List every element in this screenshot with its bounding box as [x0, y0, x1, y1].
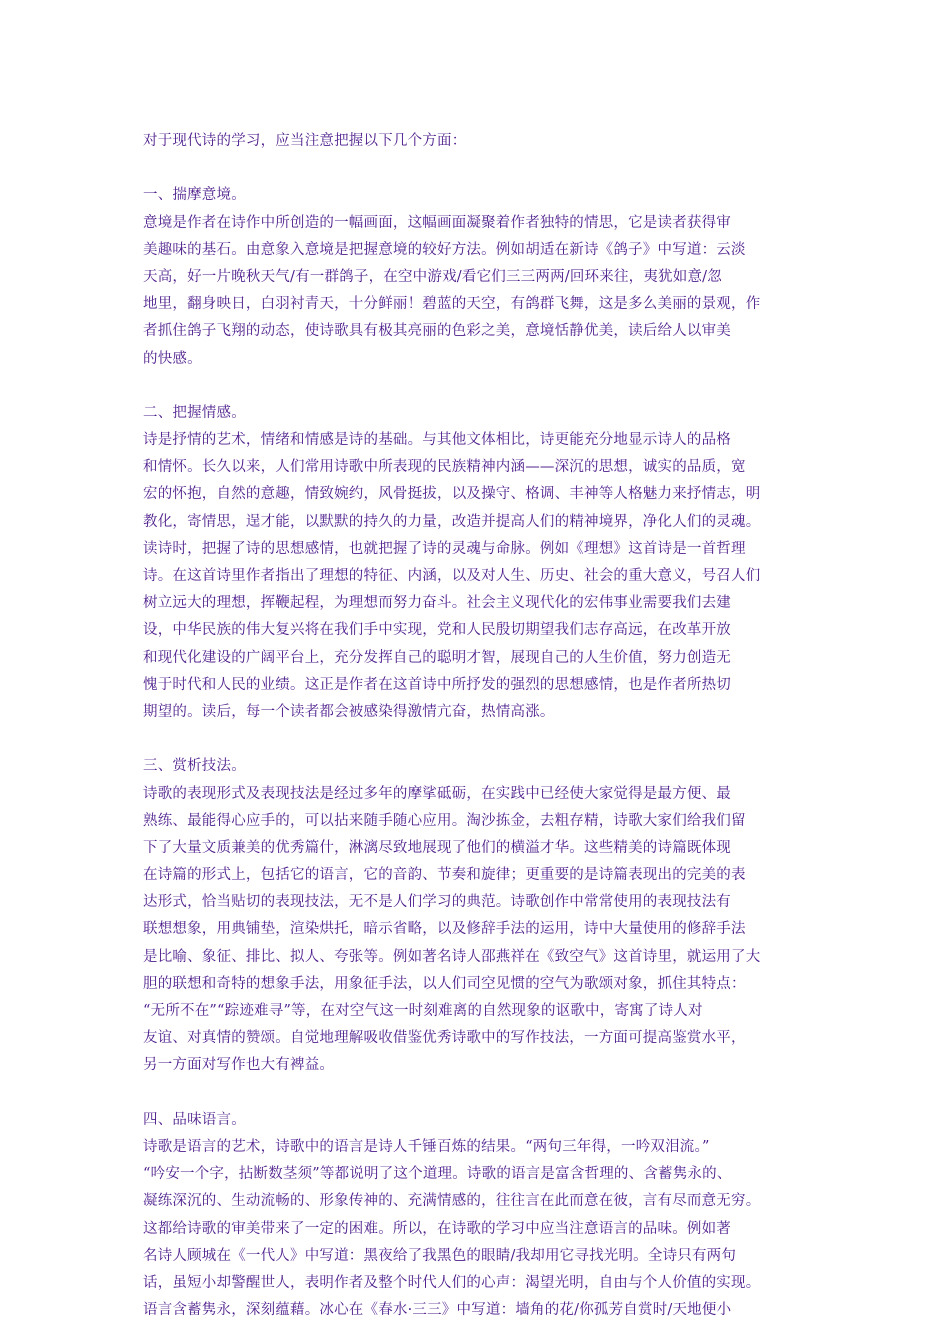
text-line: 诗是抒情的艺术，情绪和情感是诗的基础。与其他文体相比，诗更能充分地显示诗人的品格	[143, 432, 731, 449]
text-line: 诗歌是语言的艺术，诗歌中的语言是诗人千锤百炼的结果。“两句三年得，一吟双泪流。”	[143, 1138, 710, 1155]
text-line: 和现代化建设的广阔平台上，充分发挥自己的聪明才智，展现自己的人生价值，努力创造无	[143, 649, 731, 666]
text-line: 诗。在这首诗里作者指出了理想的特征、内涵，以及对人生、历史、社会的重大意义，号召人们	[143, 568, 761, 584]
text-line: 话，虽短小却警醒世人，表明作者及整个时代人们的心声：渴望光明，自由与个人价值的实现。	[143, 1274, 761, 1291]
text-line: 期望的。读后，每一个读者都会被感染得激情亢奋，热情高涨。	[143, 703, 555, 720]
section-heading: 二、把握情感。	[143, 404, 246, 421]
paragraph-gap	[143, 726, 815, 753]
text-line: 天高，好一片晚秋天气/有一群鸽子，在空中游戏/看它们三三两两/回环来往，夷犹如意/忽	[143, 268, 722, 285]
text-line: 者抓住鸽子飞翔的动态，使诗歌具有极其亮丽的色彩之美，意境恬静优美，读后给人以审美	[143, 323, 731, 340]
text-line: “吟安一个字，拈断数茎须”等都说明了这个道理。诗歌的语言是富含哲理的、含蓄隽永的、	[143, 1166, 732, 1183]
section-heading: 一、揣摩意境。	[143, 187, 246, 204]
text-line: 熟练、最能得心应手的，可以拈来随手随心应用。淘沙拣金，去粗存精，诗歌大家们给我们留	[143, 812, 746, 829]
text-line: “无所不在”“踪迹难寻”等，在对空气这一时刻难离的自然现象的讴歌中，寄寓了诗人对	[143, 1003, 703, 1019]
paragraph-gap	[143, 1080, 815, 1107]
text-line: 联想想象，用典铺垫，渲染烘托，暗示省略，以及修辞手法的运用，诗中大量使用的修辞手法	[143, 921, 746, 938]
section-1	[143, 182, 815, 372]
text-line: 友谊、对真情的赞颂。自觉地理解吸收借鉴优秀诗歌中的写作技法，一方面可提高鉴赏水平，	[143, 1030, 746, 1047]
section-heading: 三、赏析技法。	[143, 758, 246, 775]
section-3	[143, 753, 815, 1079]
intro-line: 对于现代诗的学习，应当注意把握以下几个方面：	[143, 133, 467, 149]
text-line: 的快感。	[143, 350, 202, 367]
text-line: 诗歌的表现形式及表现技法是经过多年的摩挲砥砺，在实践中已经使大家觉得是最方便、最	[143, 785, 731, 802]
text-line: 美趣味的基石。由意象入意境是把握意境的较好方法。例如胡适在新诗《鸽子》中写道：云淡	[143, 241, 746, 258]
text-line: 下了大量文质兼美的优秀篇什，淋漓尽致地展现了他们的横溢才华。这些精美的诗篇既体现	[143, 839, 731, 856]
text-line: 愧于时代和人民的业绩。这正是作者在这首诗中所抒发的强烈的思想感情，也是作者所热切	[143, 676, 731, 693]
text-line: 读诗时，把握了诗的思想感情，也就把握了诗的灵魂与命脉。例如《理想》这首诗是一首哲理	[143, 540, 746, 557]
section-heading: 四、品味语言。	[143, 1111, 246, 1128]
text-line: 教化，寄情思，逞才能，以默默的持久的力量，改造并提高人们的精神境界，净化人们的灵魂。	[143, 513, 761, 530]
text-line: 意境是作者在诗作中所创造的一幅画面，这幅画面凝聚着作者独特的情思，它是读者获得审	[143, 214, 731, 231]
text-line: 这都给诗歌的审美带来了一定的困难。所以，在诗歌的学习中应当注意语言的品味。例如著	[143, 1220, 731, 1237]
text-line: 设，中华民族的伟大复兴将在我们手中实现，党和人民殷切期望我们志存高远，在改革开放	[143, 622, 731, 639]
paragraph-gap	[143, 155, 815, 182]
text-line: 是比喻、象征、排比、拟人、夸张等。例如著名诗人邵燕祥在《致空气》这首诗里，就运用了大	[143, 948, 761, 965]
section-4	[143, 1107, 815, 1325]
section-2	[143, 400, 815, 726]
text-line: 凝练深沉的、生动流畅的、形象传神的、充满情感的，往往言在此而意在彼，言有尽而意无穷。	[143, 1193, 761, 1210]
text-line: 另一方面对写作也大有裨益。	[143, 1057, 335, 1074]
text-line: 在诗篇的形式上，包括它的语言，它的音韵、节奏和旋律；更重要的是诗篇表现出的完美的表	[143, 867, 746, 884]
text-line: 语言含蓄隽永，深刻蕴藉。冰心在《春水·三三》中写道：墙角的花/你孤芳自赏时/天地便小	[143, 1302, 732, 1319]
text-line: 达形式，恰当贴切的表现技法，无不是人们学习的典范。诗歌创作中常常使用的表现技法有	[143, 894, 731, 911]
text-line: 地里，翻身映日，白羽衬青天，十分鲜丽！碧蓝的天空，有鸽群飞舞，这是多么美丽的景观，作	[143, 296, 761, 313]
paragraph-gap	[143, 373, 815, 400]
text-line: 名诗人顾城在《一代人》中写道：黑夜给了我黑色的眼睛/我却用它寻找光明。全诗只有两句	[143, 1247, 737, 1264]
text-line: 和情怀。长久以来，人们常用诗歌中所表现的民族精神内涵——深沉的思想，诚实的品质，宽	[143, 459, 746, 476]
text-line: 宏的怀抱，自然的意趣，情致婉约，风骨挺拔，以及操守、格调、丰神等人格魅力来抒情志，明	[143, 486, 761, 503]
text-line: 树立远大的理想，挥鞭起程，为理想而努力奋斗。社会主义现代化的宏伟事业需要我们去建	[143, 595, 731, 612]
text-line: 胆的联想和奇特的想象手法，用象征手法，以人们司空见惯的空气为歌颂对象，抓住其特点：	[143, 975, 746, 992]
document-body	[143, 128, 815, 1324]
